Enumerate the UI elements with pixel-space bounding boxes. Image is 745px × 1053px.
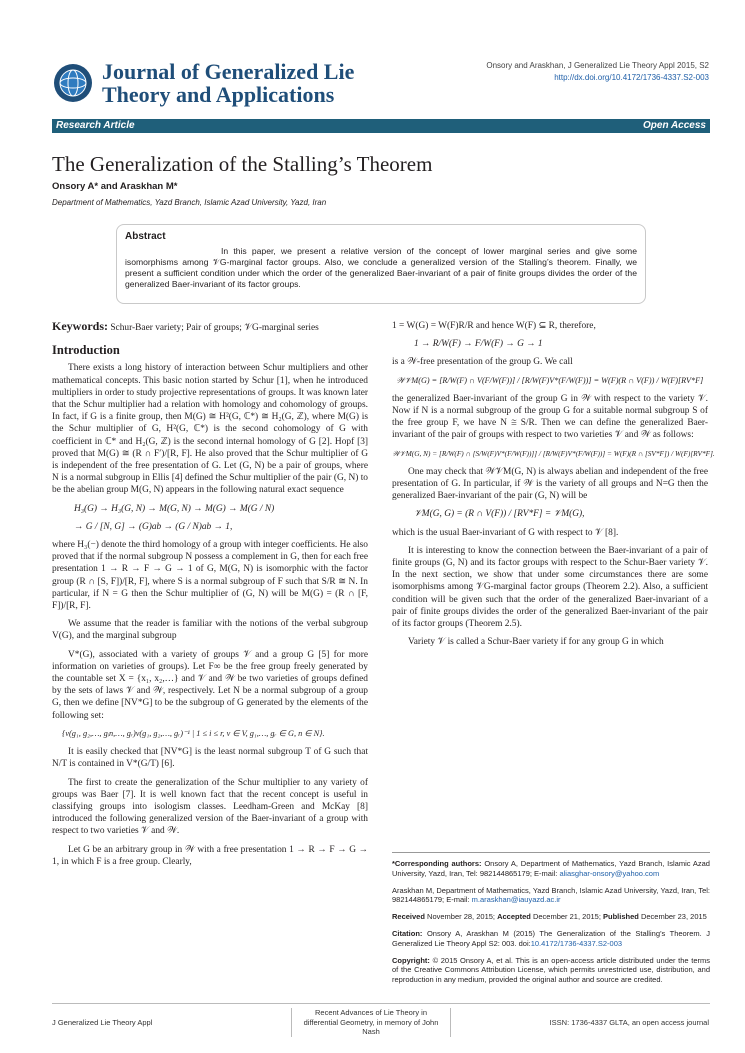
dates — [392, 912, 710, 922]
received-date: November 28, 2015; — [427, 912, 495, 922]
equation-generating-set: {v(g₁, g₂,…, gᵢn,…, gᵣ)v(g₁, g₂,…, gᵣ)⁻¹ | 1 ≤ i ≤ r, v ∈ V, g₁,…, gᵣ ∈ G, n ∈ N}. — [62, 728, 325, 738]
received-label: Received — [392, 912, 425, 922]
right-paragraph-2: is a 𝒲-free presentation of the group G. We call — [392, 357, 573, 368]
accepted-date: December 21, 2015; — [532, 912, 601, 922]
citation-block — [392, 929, 710, 949]
affiliation: Department of Mathematics, Yazd Branch, Islamic Azad University, Yazd, Iran — [52, 198, 327, 207]
right-paragraph-3: the generalized Baer-invariant of the group G in 𝒲 with respect to the variety 𝒱. Now if N is a normal subgroup of the group G for a suitable normal subgroup S of the free group F, we have N ≅ S/R. Then we can define the generalized Baer-invariant of the pair of groups with respect to two varieties 𝒱 and 𝒲 as follows: — [392, 393, 708, 441]
intro-paragraph-6: The first to create the generalization of the Schur multiplier to any variety of groups was Baer [7]. It is well known fact that the recent concept is useful in classifying groups into isologism classes. Leedham-Green and McKay [8] introduced the following generalized version of the Baer-invariant of a group with respect to two varieties 𝒱 and 𝒲. — [52, 777, 368, 837]
intro-paragraph-1: There exists a long history of interaction between Schur multipliers and other mathematical concepts. This basic notion started by Schur [1], when he introduced multipliers in order to study projective representations of groups. It was known later that the Schur multiplier had a relation with homology and cohomology of groups. In fact, if G is a finite group, then M(G) ≅ H²(G, ℂ*) ≅ H₂(G, ℤ), where M(G) is the Schur multiplier of G, H²(G, ℂ*) is the second cohomology of G with coefficient in ℂ* and H₂(G, ℤ) is the second internal homology of G [2]. Hopf [3] proved that M(G) ≅ (R ∩ F′)/[R, F]. He also proved that the Schur multiplier of G is independent of the free presentation of G. Let (G, N) be a pair of groups, where N is a normal subgroup in Ellis [4] defined the Schur multiplier of the pair (G, N) to be the abelian group M(G, N) appears in the following natural exact sequence — [52, 363, 368, 496]
copyright-block — [392, 956, 710, 985]
equation-generalized-baer-invariant: 𝒲𝒱M(G) = [R/W(F) ∩ V(F/W(F))] / [R/W(F)V*(F/W(F))] = W(F)(R ∩ V(F)) / W(F)[RV*F] — [396, 375, 704, 385]
footer-journal: J Generalized Lie Theory Appl — [52, 1018, 153, 1027]
right-paragraph-6: It is interesting to know the connection between the Baer-invariant of a pair of finite groups (G, N) and its factor groups with respect to the Schur-Baer variety 𝒱. In the next section, we show that under some circumstances there are some isomorphisms among 𝒱G-marginal factor groups (Theorem 2.2). Also, a sufficient condition will be given such that the order of the generalized Baer-invariant of a pair of finite groups divides the order of the generalized Baer-invariant of the pair of its factor groups (Theorem 2.5). — [392, 545, 708, 630]
keywords-label: Keywords: — [52, 319, 108, 333]
accepted-label: Accepted — [497, 912, 531, 922]
published-date: December 23, 2015 — [640, 912, 707, 922]
keywords — [52, 320, 368, 334]
equation-exact-sequence-2: → G / [N, G] → (G)ab → (G / N)ab → 1, — [74, 521, 233, 532]
citation-label: Citation: — [392, 928, 423, 938]
authors: Onsory A* and Araskhan M* — [52, 181, 178, 192]
footer-special-issue: Recent Advances of Lie Theory in differential Geometry, in memory of John Nash — [291, 1008, 451, 1037]
abstract-box — [116, 224, 646, 304]
published-label: Published — [603, 912, 639, 922]
citation-text: Onsory and Araskhan, J Generalized Lie Theory Appl 2015, S2 — [486, 61, 709, 70]
intro-paragraph-4: V*(G), associated with a variety of groups 𝒱 and a group G [5] for more information on varieties of groups). Let F∞ be the free group freely generated by the countable set X = {x₁, x₂,…} and 𝒱 and 𝒲 be two varieties of groups defined by the sets of laws 𝒱 and 𝒲, respectively. Let N be a normal subgroup of a group G, then we define [NV*G] to be the subgroup of G generated by the elements of the following set: — [52, 649, 368, 721]
footer-issn: ISSN: 1736-4337 GLTA, an open access journal — [549, 1018, 709, 1027]
author-2-details: Araskhan M, Department of Mathematics, Yazd Branch, Islamic Azad University, Yazd, Iran, Tel: 982144865179; E-mail: — [392, 885, 710, 905]
journal-logo-icon — [52, 62, 94, 104]
abstract-text: In this paper, we present a relative version of the concept of lower marginal series and give some isomorphisms among 𝒱G-marginal factor groups. Also, we conclude a generalized version of the Stalling’s theorem. Finally, we present a sufficient condition under which the order of the generalized Baer-invariant of a pair of finite groups divides the order of the generalized Baer-invariant of its factor groups. — [125, 246, 637, 289]
right-paragraph-7: Variety 𝒱 is called a Schur-Baer variety if for any group G in which — [408, 637, 664, 648]
intro-paragraph-2: where H₃(−) denote the third homology of a group with integer coefficients. He also proved that if the normal subgroup N possess a complement in G, then for each free presentation 1 → R → F → G → 1 of G, M(G, N) is isomorphic with the factor group (R ∩ [S, F])/[R, F], where S is a normal subgroup of F such that S/R ≅ N. In particular, if N = G then the Schur multiplier of (G, N) will be M(G) = (R ∩ [F, F])/[R, F]. — [52, 540, 368, 612]
corresponding-label: *Corresponding authors: — [392, 859, 482, 868]
page-footer — [0, 1008, 745, 1048]
copyright-label: Copyright: — [392, 955, 430, 965]
right-column — [392, 320, 715, 654]
journal-title: Journal of Generalized Lie Theory and Applications — [102, 59, 355, 107]
doi-link[interactable]: http://dx.doi.org/10.4172/1736-4337.S2-003 — [554, 73, 709, 82]
introduction-heading: Introduction — [52, 343, 120, 358]
intro-paragraph-3: We assume that the reader is familiar with the notions of the verbal subgroup V(G), and the marginal subgroup — [52, 619, 368, 642]
correspondence-box — [392, 852, 710, 992]
open-access-label: Open Access — [643, 120, 706, 131]
right-paragraph-4: One may check that 𝒲𝒱M(G, N) is always abelian and independent of the free presentation of G. In particular, if 𝒲 is the variety of all groups and N=G then the generalized Baer-invariant of the pair (G, N) will be — [392, 466, 708, 502]
right-paragraph-1: 1 = W(G) = W(F)R/R and hence W(F) ⊆ R, therefore, — [392, 321, 596, 331]
equation-usual-baer-invariant: 𝒱M(G, G) = (R ∩ V(F)) / [RV*F] = 𝒱M(G), — [414, 509, 585, 520]
footer-divider — [52, 1003, 710, 1004]
citation-doi-link[interactable]: 10.4172/1736-4337.S2-003 — [530, 938, 623, 948]
author-2-email[interactable]: m.araskhan@iauyazd.ac.ir — [471, 895, 561, 905]
author-1-email[interactable]: aliasghar-onsory@yahoo.com — [559, 868, 660, 878]
citation-text-body: Onsory A, Araskhan M (2015) The Generalization of the Stalling’s Theorem. J Generalized Lie Theory Appl S2: 003. doi: — [392, 928, 710, 948]
corresponding-author-1 — [392, 859, 710, 879]
intro-paragraph-7: Let G be an arbitrary group in 𝒲 with a free presentation 1 → R → F → G → 1, in which F is a free group. Clearly, — [52, 844, 368, 867]
copyright-text: © 2015 Onsory A, et al. This is an open-access article distributed under the terms of the Creative Commons Attribution License, which permits unrestricted use, distribution, and reproduction in any medium, provided the original author and source are credited. — [392, 955, 710, 985]
corresponding-author-2 — [392, 886, 710, 906]
right-paragraph-5: which is the usual Baer-invariant of G with respect to 𝒱 [8]. — [392, 527, 619, 538]
header-citation — [486, 60, 709, 84]
abstract-heading: Abstract — [125, 231, 166, 242]
author-1-details: Onsory A, Department of Mathematics, Yazd Branch, Islamic Azad University, Yazd, Iran, Tel: 982144865179; E-mail: — [392, 859, 710, 878]
article-type-bar — [52, 119, 710, 133]
equation-pair-baer-invariant: 𝒲𝒱M(G, N) = [R/W(F) ∩ [S/W(F)V*(F/W(F))]] / [R/W(F)V*(F/W(F))] = W(F)(R ∩ [SV*F]) / W(F)[RV*F]. — [392, 448, 715, 458]
research-article-label: Research Article — [56, 120, 135, 131]
equation-exact-sequence-1: H₃(G) → H₃(G, N) → M(G, N) → M(G) → M(G / N) — [74, 503, 275, 514]
equation-free-presentation: 1 → R/W(F) → F/W(F) → G → 1 — [414, 339, 543, 350]
left-column — [52, 320, 368, 874]
keywords-text: Schur-Baer variety; Pair of groups; 𝒱G-marginal series — [110, 323, 319, 333]
article-title: The Generalization of the Stalling’s Theorem — [52, 152, 433, 176]
intro-paragraph-5: It is easily checked that [NV*G] is the least normal subgroup T of G such that N/T is contained in V*(G/T) [6]. — [52, 747, 368, 770]
